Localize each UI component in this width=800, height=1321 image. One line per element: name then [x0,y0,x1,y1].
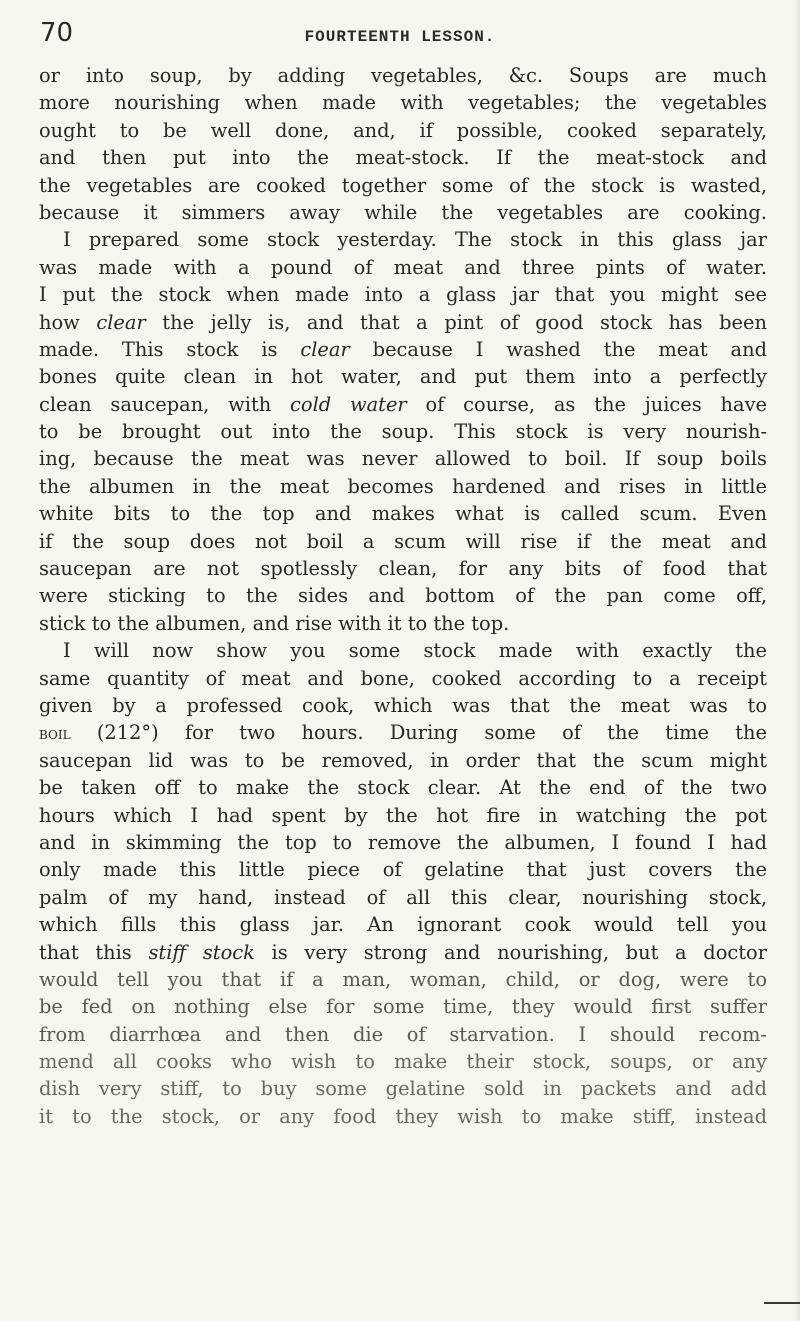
text-line: I prepared some stock yesterday. The stock in this glass jar [63,228,767,252]
text-line [39,336,767,363]
page-edge-shadow [794,0,800,1321]
text-line: hours which I had spent by the hot fire in watching the pot [39,803,767,827]
italic-phrase: cold water [290,392,407,416]
text-line: only made this little piece of gelatine that just covers the [39,858,767,882]
text-line: saucepan lid was to be removed, in order that the scum might [39,748,767,772]
text-line: saucepan are not spotlessly clean, for any bits of food that [39,557,767,581]
text-line: palm of my hand, instead of all this clear, nourishing stock, [39,885,767,909]
text-line: I put the stock when made into a glass jar that you might see [39,283,767,307]
text-segment: is very strong and nourishing, but a doctor [254,940,767,964]
page-number: 70 [40,18,74,48]
page-header [0,18,800,48]
text-segment: the jelly is, and that a pint of good stock has been [145,310,767,334]
text-line: bones quite clean in hot water, and put them into a perfectly [39,365,767,389]
small-caps-word: boil [39,724,71,744]
italic-phrase: clear [96,310,146,334]
text-line: white bits to the top and makes what is called scum. Even [39,502,767,526]
text-line: dish very stiff, to buy some gelatine sold in packets and add [39,1077,767,1101]
text-line: mend all cooks who wish to make their stock, soups, or any [39,1050,767,1074]
text-line: which fills this glass jar. An ignorant cook would tell you [39,913,767,937]
text-line: and then put into the meat-stock. If the meat-stock and [39,146,767,170]
text-line: and in skimming the top to remove the albumen, I found I had [39,830,767,854]
text-line: I will now show you some stock made with exactly the [63,639,767,663]
text-segment: because I washed the meat and [349,337,767,361]
text-line: be taken off to make the stock clear. At the end of the two [39,776,767,800]
text-segment: made. This stock is [39,337,301,361]
text-line: would tell you that if a man, woman, child, or dog, were to [39,967,767,991]
running-head: FOURTEENTH LESSON. [304,28,496,46]
text-line: was made with a pound of meat and three pints of water. [39,255,767,279]
italic-phrase: clear [300,337,350,361]
text-line: stick to the albumen, and rise with it to the top. [39,611,510,635]
text-line [39,719,767,746]
text-line [39,309,767,336]
text-line: the albumen in the meat becomes hardened and rises in little [39,474,767,498]
text-line: be fed on nothing else for some time, they would first suffer [39,995,767,1019]
italic-phrase: stiff stock [148,940,255,964]
text-line [39,391,767,418]
text-line: given by a professed cook, which was that the meat was to [39,693,767,717]
text-line: from diarrhœa and then die of starvation. I should recom- [39,1022,767,1046]
text-line: because it simmers away while the vegetables are cooking. [39,200,767,224]
text-line: it to the stock, or any food they wish to make stiff, instead [39,1104,767,1128]
text-line: more nourishing when made with vegetables; the vegetables [39,91,767,115]
text-line: were sticking to the sides and bottom of the pan come off, [39,584,767,608]
text-line [39,939,767,966]
body-text [39,62,767,1130]
text-segment: (212°) for two hours. During some of the time the [70,721,767,745]
text-segment: clean saucepan, with [39,392,291,416]
text-line: if the soup does not boil a scum will rise if the meat and [39,529,767,553]
text-line: same quantity of meat and bone, cooked according to a receipt [39,666,767,690]
text-segment: how [39,310,97,334]
corner-rule [764,1302,800,1304]
text-line: the vegetables are cooked together some of the stock is wasted, [39,173,767,197]
text-line: ought to be well done, and, if possible, cooked separately, [39,118,767,142]
text-segment: that this [39,940,149,964]
text-line: to be brought out into the soup. This stock is very nourish- [39,420,767,444]
text-segment: of course, as the juices have [406,392,767,416]
text-line: or into soup, by adding vegetables, &c. Soups are much [39,64,767,87]
text-line: ing, because the meat was never allowed to boil. If soup boils [39,447,767,471]
